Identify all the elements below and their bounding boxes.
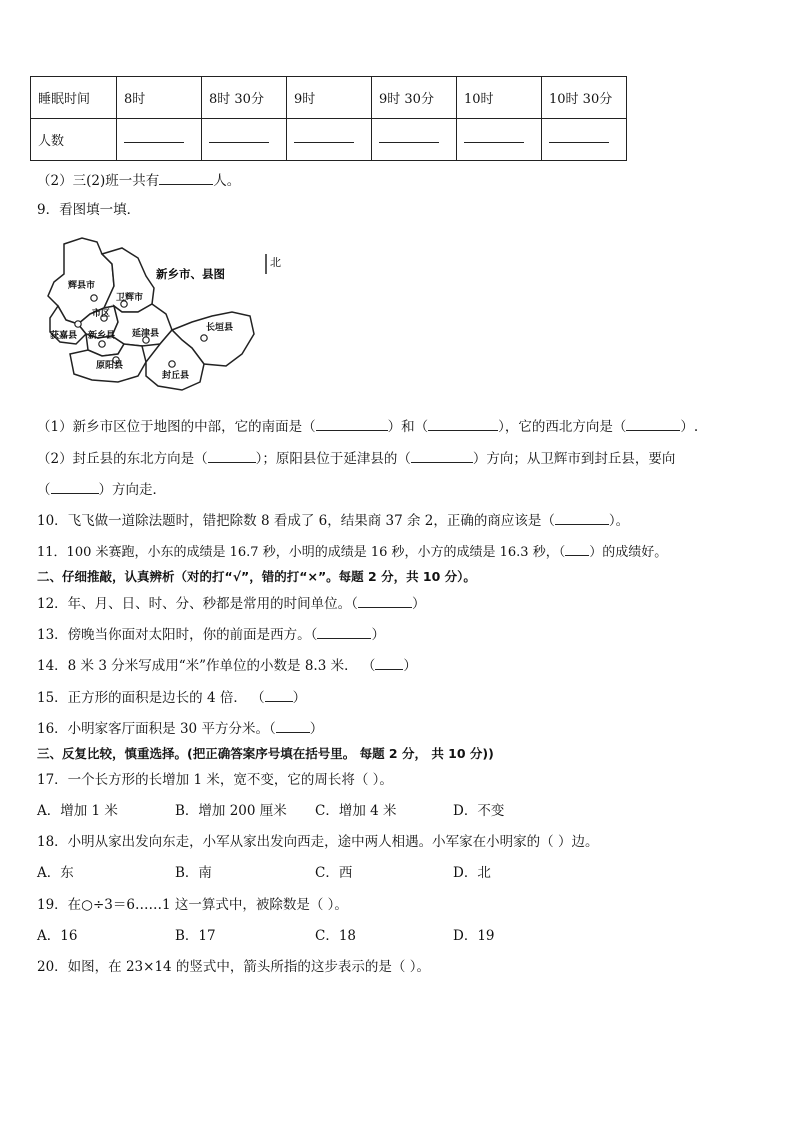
question-text: ），它的西北方向是（ xyxy=(498,419,627,435)
option-c[interactable]: C．18 xyxy=(315,928,357,944)
question-text: ）方向走． xyxy=(98,482,166,498)
question-text: ） xyxy=(403,658,417,674)
option-d[interactable]: D．北 xyxy=(453,865,491,881)
answer-blank[interactable] xyxy=(276,719,310,733)
map-region-label: 卫辉市 xyxy=(116,293,144,303)
question-10 xyxy=(37,511,629,530)
option-c[interactable]: C．西 xyxy=(315,865,353,881)
question-text: ）方向；从卫辉市到封丘县，要向 xyxy=(472,451,676,467)
answer-blank[interactable] xyxy=(375,656,403,670)
option-b[interactable]: B．17 xyxy=(175,928,216,944)
question-12 xyxy=(37,594,425,613)
question-text: 16．小明家客厅面积是 30 平方分米。（ xyxy=(37,721,276,737)
question-text: 15．正方形的面积是边长的 4 倍． （ xyxy=(37,690,265,706)
option-b[interactable]: B．增加 200 厘米 xyxy=(175,803,287,819)
time-cell: 10时 30分 xyxy=(542,77,627,119)
option-b[interactable]: B．南 xyxy=(175,865,212,881)
map-region-label: 封丘县 xyxy=(162,371,190,381)
map-region-label: 市区 xyxy=(92,309,111,319)
count-blank[interactable] xyxy=(457,119,542,161)
section-3-heading: 三、反复比较，慎重选择。(把正确答案序号填在括号里。 每题 2 分， 共 10 分)) xyxy=(37,746,494,761)
question-8-2 xyxy=(37,171,240,190)
question-text: 人。 xyxy=(213,173,241,189)
map-region-label: 新乡县 xyxy=(88,331,116,341)
answer-blank[interactable] xyxy=(159,171,213,185)
count-blank[interactable] xyxy=(372,119,457,161)
question-text: 12．年、月、日、时、分、秒都是常用的时间单位。（ xyxy=(37,596,358,612)
question-text: ） xyxy=(411,596,426,612)
option-d[interactable]: D．不变 xyxy=(453,803,505,819)
option-a[interactable]: A．16 xyxy=(37,928,78,944)
answer-blank[interactable] xyxy=(428,417,498,431)
option-d[interactable]: D．19 xyxy=(453,928,495,944)
option-a[interactable]: A．东 xyxy=(37,865,74,881)
time-cell: 8时 30分 xyxy=(202,77,287,119)
question-text: 14．8 米 3 分米写成用“米”作单位的小数是 8.3 米． （ xyxy=(37,658,376,674)
answer-blank[interactable] xyxy=(626,417,680,431)
section-2-heading: 二、仔细推敲，认真辨析（对的打“√”，错的打“×”。每题 2 分，共 10 分）。 xyxy=(37,569,476,584)
question-text: ）的成绩好。 xyxy=(589,545,668,560)
map-region-label: 长垣县 xyxy=(206,323,234,333)
question-15 xyxy=(37,688,306,707)
question-text: （ xyxy=(37,482,51,498)
map-region-label: 获嘉县 xyxy=(50,331,78,341)
count-label: 人数 xyxy=(31,119,117,161)
xinxiang-map xyxy=(42,236,292,396)
question-text: ） xyxy=(309,721,324,737)
question-18: 18．小明从家出发向东走，小军从家出发向西走，途中两人相遇。小军家在小明家的（ ）边。 xyxy=(37,834,599,850)
sleep-time-table xyxy=(30,76,627,161)
table-row xyxy=(31,119,627,161)
question-17: 17．一个长方形的长增加 1 米，宽不变，它的周长将（ ）。 xyxy=(37,772,393,788)
count-blank[interactable] xyxy=(287,119,372,161)
question-text: 10．飞飞做一道除法题时，错把除数 8 看成了 6，结果商 37 余 2，正确的商应该是（ xyxy=(37,513,555,529)
question-text: （1）新乡市区位于地图的中部，它的南面是（ xyxy=(37,419,316,435)
answer-blank[interactable] xyxy=(208,449,256,463)
question-13 xyxy=(37,625,385,644)
question-text: ） xyxy=(371,627,385,643)
question-16 xyxy=(37,719,323,738)
question-14 xyxy=(37,656,417,675)
question-text: ）。 xyxy=(608,513,630,529)
question-text: ）. xyxy=(680,419,699,435)
answer-blank[interactable] xyxy=(317,625,371,639)
count-blank[interactable] xyxy=(202,119,287,161)
question-text: 13．傍晚当你面对太阳时，你的前面是西方。（ xyxy=(37,627,318,643)
table-header-label: 睡眠时间 xyxy=(31,77,117,119)
map-region-label: 延津县 xyxy=(132,329,160,339)
question-text: （2）封丘县的东北方向是（ xyxy=(37,451,208,467)
time-cell: 9时 xyxy=(287,77,372,119)
question-text: 11．100 米赛跑，小东的成绩是 16.7 秒，小明的成绩是 16 秒，小方的成绩是 16.3 秒，（ xyxy=(37,545,566,560)
question-text: ）；原阳县位于延津县的（ xyxy=(255,451,411,467)
question-9-2 xyxy=(37,449,675,468)
question-text: （2）三(2)班一共有 xyxy=(37,173,160,189)
map-title: 新乡市、县图 xyxy=(156,267,225,281)
question-9-2-cont xyxy=(37,480,166,499)
count-blank[interactable] xyxy=(542,119,627,161)
option-a[interactable]: A．增加 1 米 xyxy=(37,803,118,819)
time-cell: 9时 30分 xyxy=(372,77,457,119)
count-blank[interactable] xyxy=(117,119,202,161)
question-20: 20．如图，在 23×14 的竖式中，箭头所指的这步表示的是（ ）。 xyxy=(37,959,430,975)
north-label: 北 xyxy=(270,256,281,269)
answer-blank[interactable] xyxy=(51,480,99,494)
time-cell: 10时 xyxy=(457,77,542,119)
map-region-label: 原阳县 xyxy=(96,361,124,371)
question-9-1 xyxy=(37,417,698,436)
question-text: ） xyxy=(292,690,307,706)
table-row xyxy=(31,77,627,119)
answer-blank[interactable] xyxy=(565,542,589,556)
question-11 xyxy=(37,542,667,562)
map-region-label: 辉县市 xyxy=(68,281,96,291)
question-9-title: 9．看图填一填． xyxy=(37,202,141,218)
answer-blank[interactable] xyxy=(265,688,293,702)
answer-blank[interactable] xyxy=(358,594,412,608)
time-cell: 8时 xyxy=(117,77,202,119)
option-c[interactable]: C．增加 4 米 xyxy=(315,803,397,819)
answer-blank[interactable] xyxy=(555,511,609,525)
answer-blank[interactable] xyxy=(316,417,388,431)
question-text: ）和（ xyxy=(387,419,429,435)
question-19: 19．在○÷3＝6……1 这一算式中，被除数是（ ）。 xyxy=(37,897,348,913)
answer-blank[interactable] xyxy=(411,449,473,463)
